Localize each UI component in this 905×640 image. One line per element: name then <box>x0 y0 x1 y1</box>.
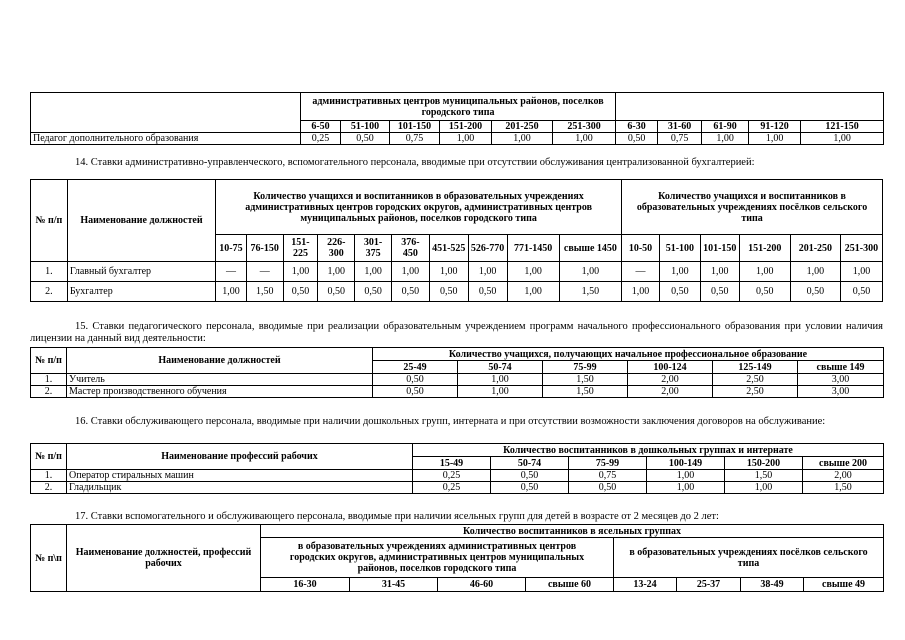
empty-cell <box>616 93 884 121</box>
header-position-name: Наименование должностей, профессий рабочих <box>67 525 261 592</box>
section-17-title: 17. Ставки вспомогательного и обслуживающего персонала, вводимые при наличии ясельных групп для детей в возрасте от 2 месяцев до 2 лет: <box>75 511 719 522</box>
header-number: № п\п <box>31 525 67 592</box>
row-name: Оператор стиральных машин <box>67 470 413 482</box>
row-value: 1,00 <box>429 262 468 282</box>
row-value: 0,50 <box>491 482 569 494</box>
row-value: — <box>216 262 247 282</box>
row-value: 0,50 <box>283 282 318 302</box>
column-header: 50-74 <box>491 457 569 470</box>
row-value: 2,50 <box>713 386 798 398</box>
column-header: 46-60 <box>438 578 526 592</box>
column-header: 50-74 <box>458 361 543 374</box>
column-header: 251-300 <box>553 121 616 133</box>
row-value: 1,00 <box>801 133 884 145</box>
column-header: 91-120 <box>749 121 801 133</box>
column-header: 100-149 <box>647 457 725 470</box>
row-number: 2. <box>31 282 68 302</box>
row-name: Учитель <box>67 374 373 386</box>
column-header: 75-99 <box>543 361 628 374</box>
row-number: 1. <box>31 374 67 386</box>
header-rural-group: в образовательных учреждениях посёлков сельского типа <box>614 538 884 578</box>
header-number: № п/п <box>31 180 68 262</box>
column-header: 101-150 <box>700 235 739 262</box>
row-value: 0,50 <box>468 282 507 302</box>
row-value: 1,00 <box>725 482 803 494</box>
row-value: 0,25 <box>413 482 491 494</box>
row-value: 0,50 <box>700 282 739 302</box>
header-number: № п/п <box>31 444 67 470</box>
column-header: 101-150 <box>390 121 440 133</box>
row-value: 0,50 <box>569 482 647 494</box>
header-urban-group: Количество учащихся и воспитанников в образовательных учреждениях административных центров городских округов, административных центров муниципальных районов, поселков городского типа <box>216 180 622 235</box>
column-header: свыше 1450 <box>559 235 621 262</box>
row-value: 1,00 <box>391 262 429 282</box>
column-header: 51-100 <box>341 121 390 133</box>
row-value: 1,00 <box>840 262 882 282</box>
column-header: 125-149 <box>713 361 798 374</box>
column-header: свыше 49 <box>804 578 884 592</box>
section-16-title: 16. Ставки обслуживающего персонала, вводимые при наличии дошкольных групп, интерната и при отсутствии возможности заключения договоров на обслуживание: <box>75 416 826 427</box>
column-header: 526-770 <box>468 235 507 262</box>
table-section-17 <box>30 524 884 592</box>
row-number: 2. <box>31 386 67 398</box>
row-value: 1,00 <box>468 262 507 282</box>
row-value: 0,50 <box>491 470 569 482</box>
row-value: 1,00 <box>702 133 749 145</box>
column-header: 251-300 <box>840 235 882 262</box>
row-value: 0,75 <box>658 133 702 145</box>
table-row <box>31 386 884 398</box>
column-header: свыше 60 <box>526 578 614 592</box>
row-value: 1,00 <box>622 282 660 302</box>
header-group: Количество воспитанников в ясельных группах <box>261 525 884 538</box>
column-header: 121-150 <box>801 121 884 133</box>
column-header: 13-24 <box>614 578 677 592</box>
table-section-15 <box>30 347 884 398</box>
row-value: — <box>622 262 660 282</box>
table-row <box>31 282 883 302</box>
row-number: 1. <box>31 470 67 482</box>
row-value: 0,75 <box>569 470 647 482</box>
row-value: 1,00 <box>553 133 616 145</box>
row-value: 1,00 <box>492 133 553 145</box>
column-header: 10-50 <box>622 235 660 262</box>
header-group: Количество воспитанников в дошкольных группах и интернате <box>413 444 884 457</box>
column-header: 376-450 <box>391 235 429 262</box>
header-position-name: Наименование должностей <box>67 180 215 262</box>
row-value: 2,00 <box>803 470 884 482</box>
row-value: 1,50 <box>725 470 803 482</box>
column-header: 76-150 <box>246 235 283 262</box>
row-value: 1,00 <box>790 262 840 282</box>
row-value: 1,00 <box>659 262 700 282</box>
row-value: 1,00 <box>458 386 543 398</box>
column-header: 6-30 <box>616 121 658 133</box>
column-header: 38-49 <box>741 578 804 592</box>
column-header: 451-525 <box>429 235 468 262</box>
row-value: 0,50 <box>341 133 390 145</box>
header-group: Количество учащихся, получающих начальное профессиональное образование <box>373 348 884 361</box>
column-header: 16-30 <box>261 578 350 592</box>
row-value: 2,00 <box>628 374 713 386</box>
row-value: 0,75 <box>390 133 440 145</box>
header-rural-group: Количество учащихся и воспитанников в образовательных учреждениях посёлков сельского типа <box>622 180 883 235</box>
header-number: № п/п <box>31 348 67 374</box>
row-value: 1,00 <box>559 262 621 282</box>
table-row <box>31 482 884 494</box>
table-additional-education <box>30 92 884 145</box>
header-profession-name: Наименование профессий рабочих <box>67 444 413 470</box>
column-header: 226-300 <box>318 235 355 262</box>
row-value: 2,00 <box>628 386 713 398</box>
row-value: 3,00 <box>798 386 884 398</box>
row-value: 0,25 <box>301 133 341 145</box>
header-urban-group: административных центров муниципальных районов, поселков городского типа <box>301 93 616 121</box>
column-header: 150-200 <box>725 457 803 470</box>
row-value: 1,00 <box>647 470 725 482</box>
column-header: 151-200 <box>739 235 790 262</box>
row-value: 0,50 <box>373 386 458 398</box>
row-value: 0,50 <box>355 282 392 302</box>
empty-cell <box>31 93 301 133</box>
row-name: Гладильщик <box>67 482 413 494</box>
row-value: 0,25 <box>413 470 491 482</box>
column-header: 201-250 <box>790 235 840 262</box>
table-row <box>31 133 884 145</box>
row-value: 0,50 <box>659 282 700 302</box>
row-value: 0,50 <box>373 374 458 386</box>
row-value: 1,00 <box>458 374 543 386</box>
row-value: 1,50 <box>803 482 884 494</box>
row-value: 0,50 <box>840 282 882 302</box>
row-value: 0,50 <box>429 282 468 302</box>
column-header: 25-37 <box>677 578 741 592</box>
column-header: свыше 149 <box>798 361 884 374</box>
row-value: 1,00 <box>739 262 790 282</box>
header-urban-group: в образовательных учреждениях административных центров городских округов, административных центров муниципальных районов, поселков городского типа <box>261 538 614 578</box>
table-section-14 <box>30 179 883 302</box>
row-value: 2,50 <box>713 374 798 386</box>
row-value: 1,00 <box>749 133 801 145</box>
row-value: — <box>246 262 283 282</box>
column-header: 100-124 <box>628 361 713 374</box>
section-15-title: 15. Ставки педагогического персонала, вводимые при реализации образовательным учреждением программ начального профессионального образования при условии наличия лицензии на данный вид деятельности: <box>30 321 883 344</box>
column-header: 15-49 <box>413 457 491 470</box>
row-value: 1,00 <box>355 262 392 282</box>
column-header: 51-100 <box>659 235 700 262</box>
column-header: 151-200 <box>440 121 492 133</box>
row-value: 1,00 <box>507 262 559 282</box>
column-header: свыше 200 <box>803 457 884 470</box>
column-header: 201-250 <box>492 121 553 133</box>
row-value: 3,00 <box>798 374 884 386</box>
section-14-title: 14. Ставки административно-управленческого, вспомогательного персонала, вводимые при отсутствии обслуживания централизованной бухгалтерией: <box>75 157 755 168</box>
column-header: 301-375 <box>355 235 392 262</box>
row-name: Педагог дополнительного образования <box>31 133 301 145</box>
column-header: 151-225 <box>283 235 318 262</box>
row-value: 1,00 <box>216 282 247 302</box>
table-row <box>31 374 884 386</box>
column-header: 10-75 <box>216 235 247 262</box>
row-value: 0,50 <box>790 282 840 302</box>
column-header: 25-49 <box>373 361 458 374</box>
row-number: 1. <box>31 262 68 282</box>
header-position-name: Наименование должностей <box>67 348 373 374</box>
column-header: 31-45 <box>350 578 438 592</box>
row-value: 1,50 <box>246 282 283 302</box>
row-value: 1,00 <box>507 282 559 302</box>
row-value: 1,00 <box>318 262 355 282</box>
row-value: 1,00 <box>700 262 739 282</box>
table-row <box>31 262 883 282</box>
row-name: Бухгалтер <box>67 282 215 302</box>
row-value: 1,50 <box>543 386 628 398</box>
column-header: 61-90 <box>702 121 749 133</box>
row-name: Главный бухгалтер <box>67 262 215 282</box>
row-value: 1,50 <box>543 374 628 386</box>
row-value: 0,50 <box>616 133 658 145</box>
row-value: 1,00 <box>440 133 492 145</box>
row-name: Мастер производственного обучения <box>67 386 373 398</box>
row-number: 2. <box>31 482 67 494</box>
row-value: 1,00 <box>647 482 725 494</box>
row-value: 1,50 <box>559 282 621 302</box>
column-header: 771-1450 <box>507 235 559 262</box>
table-section-16 <box>30 443 884 494</box>
row-value: 0,50 <box>739 282 790 302</box>
column-header: 75-99 <box>569 457 647 470</box>
column-header: 31-60 <box>658 121 702 133</box>
row-value: 0,50 <box>318 282 355 302</box>
row-value: 0,50 <box>391 282 429 302</box>
table-row <box>31 470 884 482</box>
row-value: 1,00 <box>283 262 318 282</box>
column-header: 6-50 <box>301 121 341 133</box>
